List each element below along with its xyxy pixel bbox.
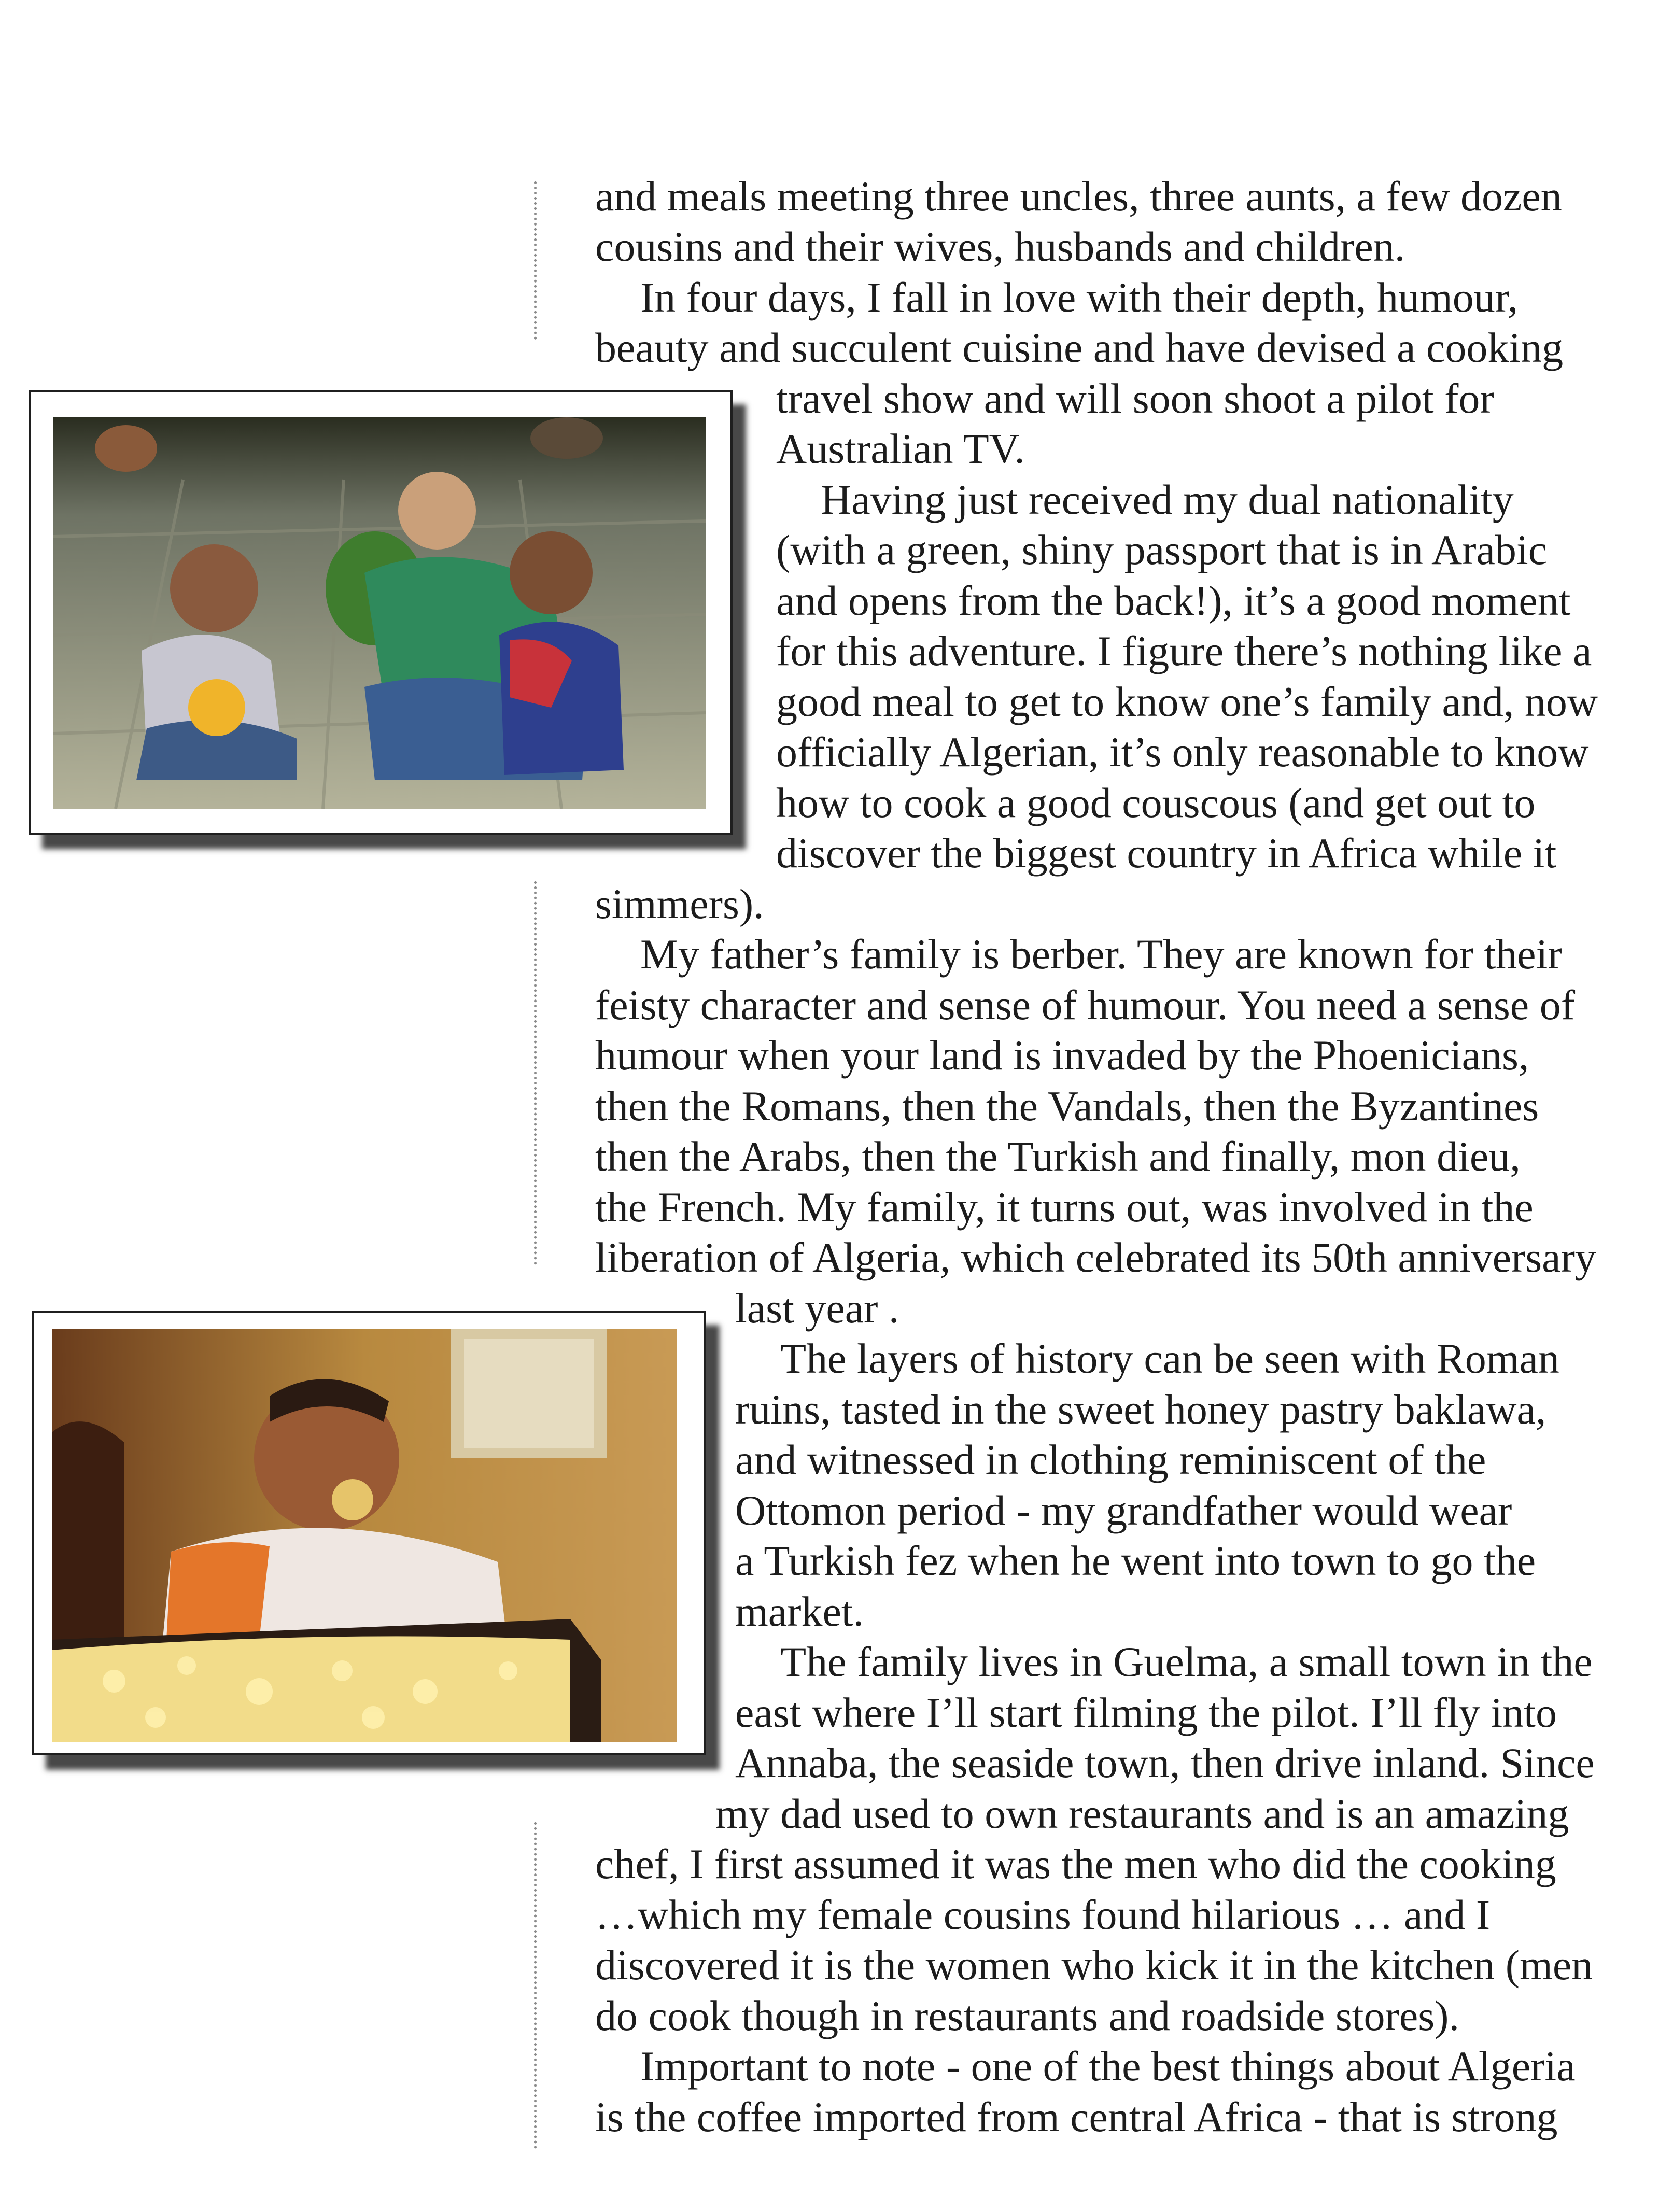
margin-rule-3 — [534, 1822, 537, 2149]
text-line: beauty and succulent cuisine and have devised a cooking — [595, 324, 1564, 371]
text-line: My father’s family is berber. They are known for their — [640, 931, 1562, 978]
margin-rule-1 — [534, 181, 537, 340]
text-line: Important to note - one of the best things about Algeria — [640, 2042, 1576, 2090]
text-line: travel show and will soon shoot a pilot for — [776, 375, 1494, 422]
photo-boy-eating — [52, 1329, 677, 1742]
text-line: good meal to get to know one’s family and, now — [776, 678, 1598, 725]
text-line: and opens from the back!), it’s a good moment — [776, 577, 1571, 624]
text-line: The family lives in Guelma, a small town in the — [780, 1638, 1593, 1685]
text-line: discovered it is the women who kick it in the kitchen (men — [595, 1941, 1593, 1989]
text-line: ruins, tasted in the sweet honey pastry baklawa, — [735, 1386, 1546, 1433]
text-line: how to cook a good couscous (and get out to — [776, 779, 1536, 826]
photo-boy-eating-image — [52, 1329, 677, 1742]
text-line: (with a green, shiny passport that is in Arabic — [776, 526, 1548, 573]
photo-family-courtyard-image — [53, 417, 706, 809]
text-line: the French. My family, it turns out, was involved in the — [595, 1184, 1534, 1231]
text-line: a Turkish fez when he went into town to go the — [735, 1537, 1536, 1584]
text-line: …which my female cousins found hilarious … and I — [595, 1891, 1491, 1938]
text-line: Ottomon period - my grandfather would wear — [735, 1487, 1512, 1534]
photo-family-courtyard — [53, 417, 706, 809]
text-line: cousins and their wives, husbands and children. — [595, 223, 1405, 270]
text-line: is the coffee imported from central Africa - that is strong — [595, 2093, 1558, 2140]
text-line: liberation of Algeria, which celebrated its 50th anniversary — [595, 1234, 1596, 1281]
text-line: Australian TV. — [776, 425, 1025, 472]
text-line: In four days, I fall in love with their depth, humour, — [640, 274, 1519, 321]
text-line: market. — [735, 1588, 864, 1635]
text-line: simmers). — [595, 880, 764, 927]
text-line: last year . — [735, 1285, 899, 1332]
text-line: and meals meeting three uncles, three aunts, a few dozen — [595, 173, 1562, 220]
text-line: chef, I first assumed it was the men who did the cooking — [595, 1840, 1556, 1887]
text-line: do cook though in restaurants and roadside stores). — [595, 1992, 1459, 2039]
text-line: then the Romans, then the Vandals, then the Byzantines — [595, 1082, 1539, 1130]
text-line: east where I’ll start filming the pilot. I’ll fly into — [735, 1689, 1557, 1736]
text-line: The layers of history can be seen with Roman — [780, 1335, 1559, 1382]
text-line: then the Arabs, then the Turkish and finally, mon dieu, — [595, 1133, 1521, 1180]
text-line: Having just received my dual nationality — [821, 476, 1514, 523]
text-line: humour when your land is invaded by the Phoenicians, — [595, 1032, 1529, 1079]
text-line: Annaba, the seaside town, then drive inland. Since — [735, 1739, 1595, 1786]
margin-rule-2 — [534, 881, 537, 1265]
text-line: feisty character and sense of humour. You need a sense of — [595, 981, 1576, 1028]
text-line: officially Algerian, it’s only reasonable to know — [776, 728, 1589, 776]
text-line: discover the biggest country in Africa while it — [776, 829, 1557, 877]
text-line: and witnessed in clothing reminiscent of the — [735, 1436, 1486, 1483]
text-line: my dad used to own restaurants and is an amazing — [715, 1790, 1569, 1837]
text-line: for this adventure. I figure there’s nothing like a — [776, 627, 1592, 674]
